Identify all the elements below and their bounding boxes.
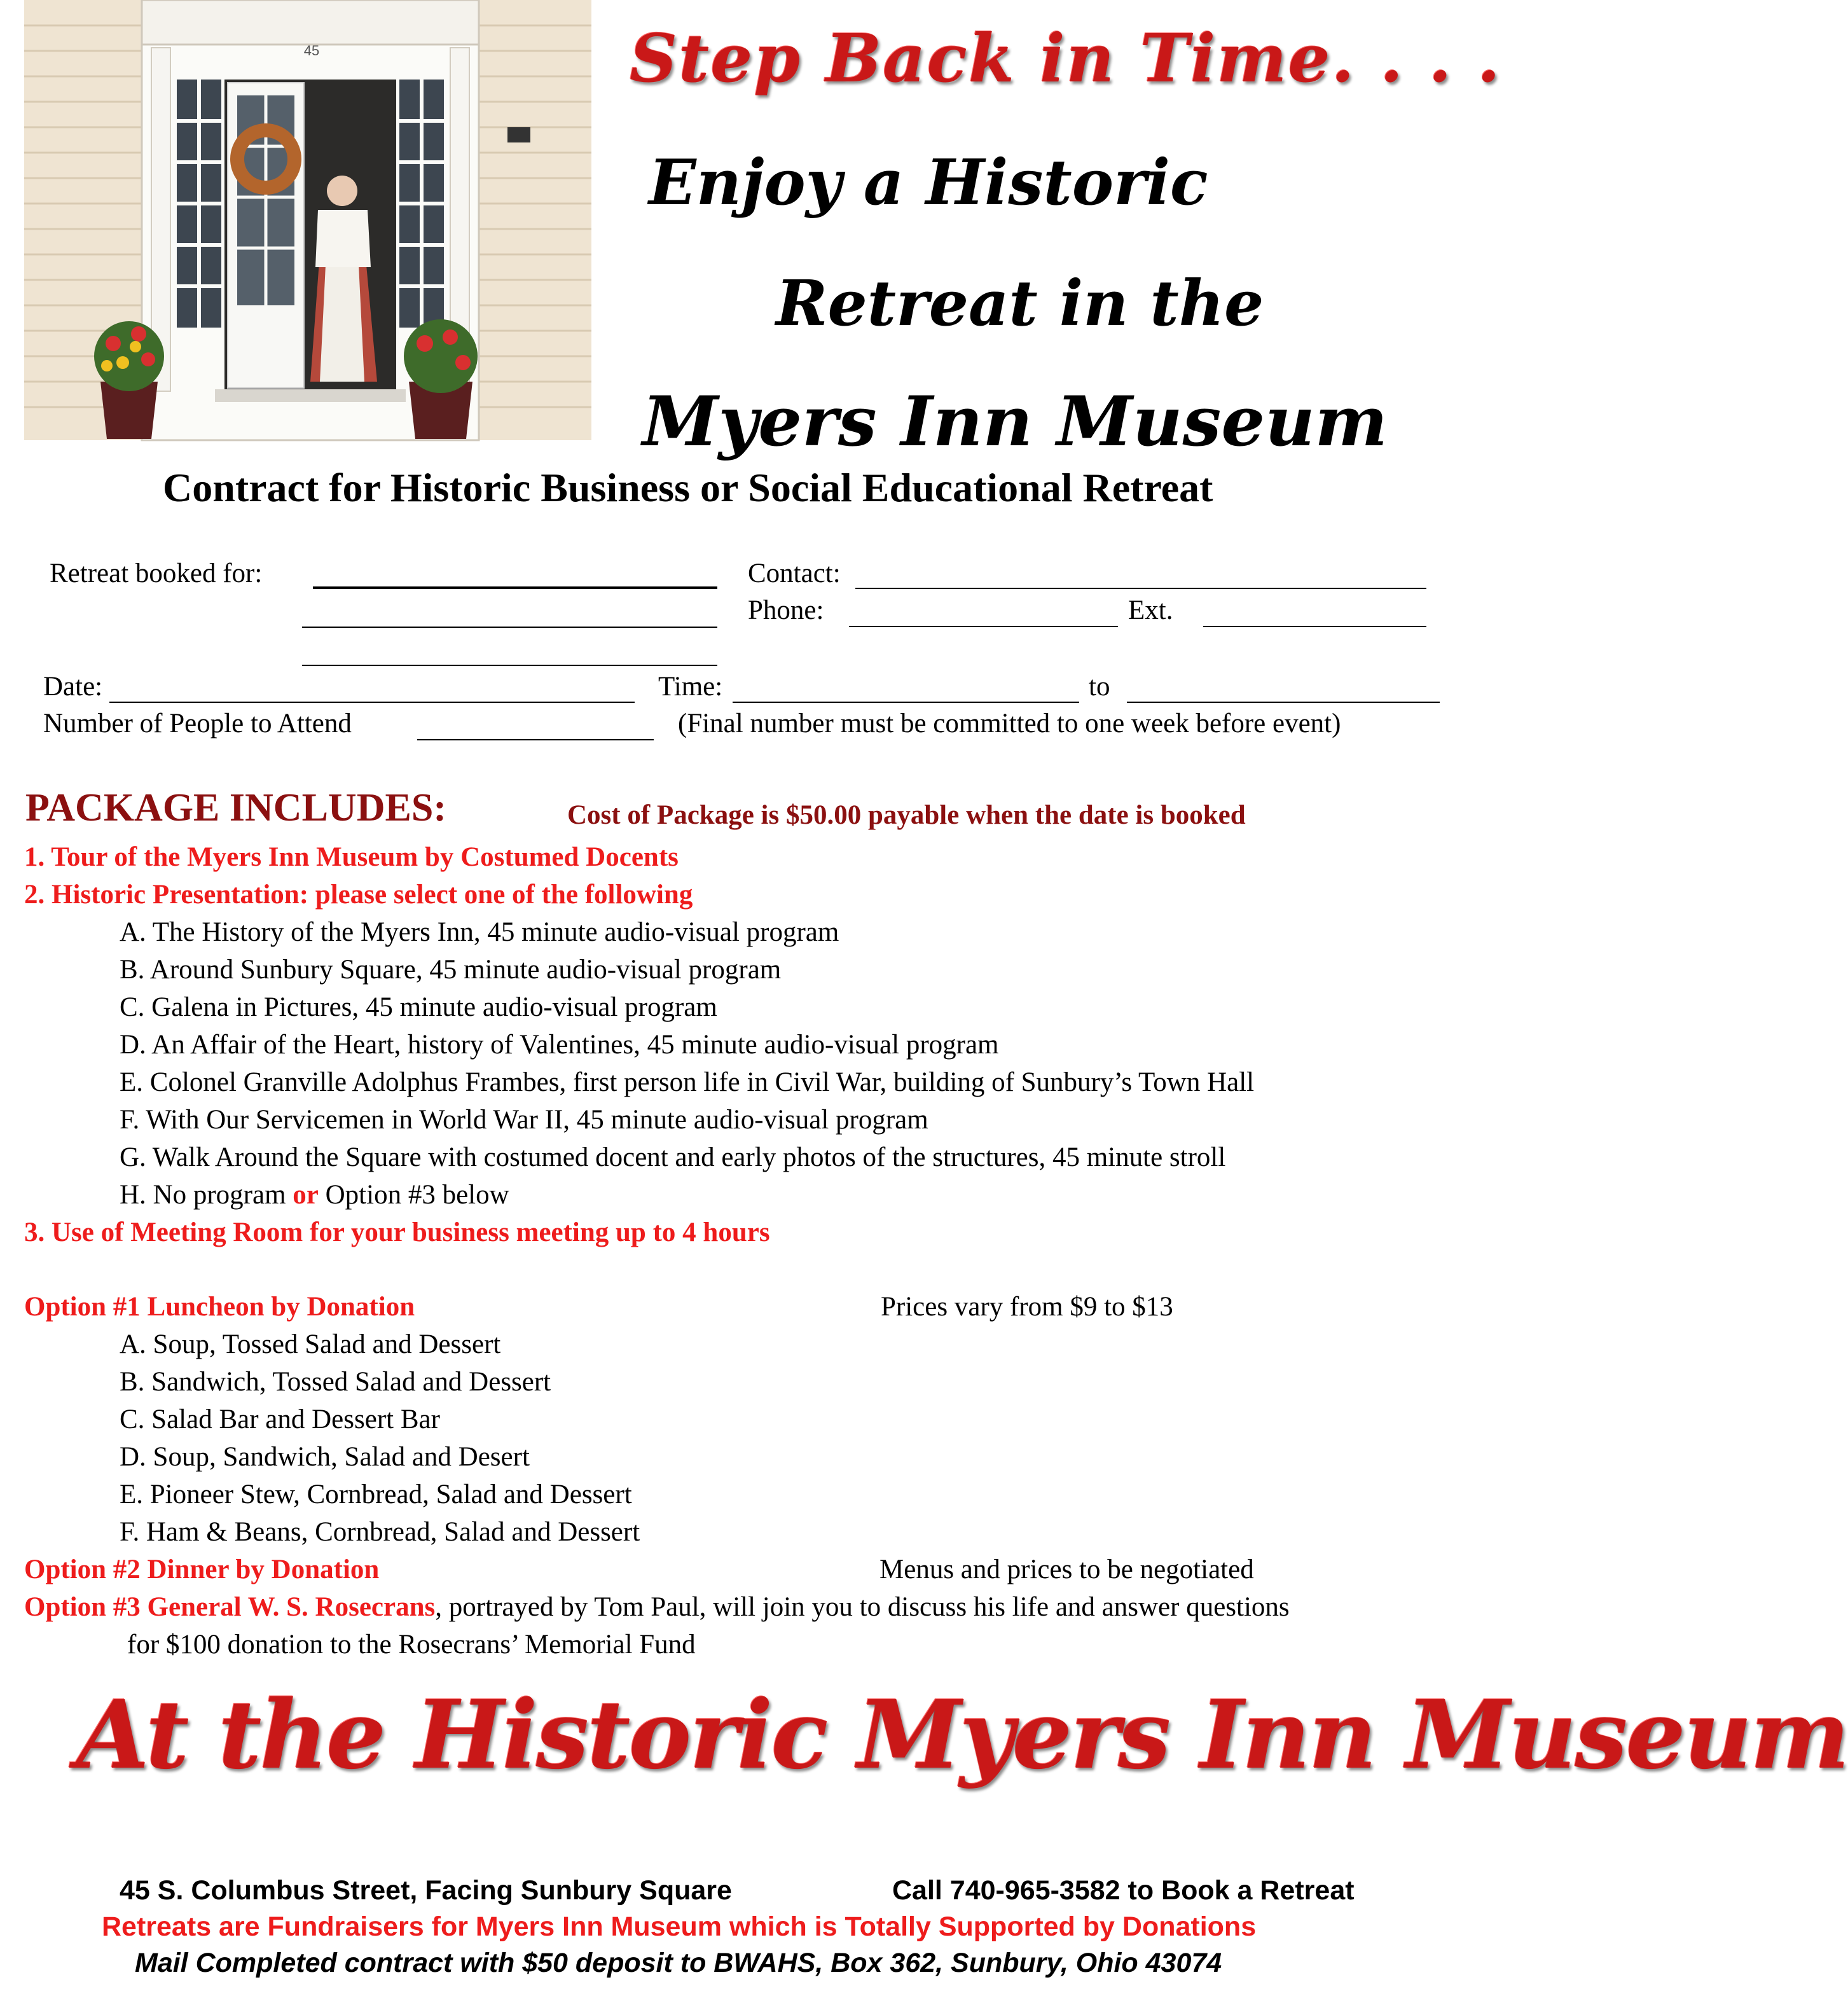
option-3-row xyxy=(24,1591,1290,1623)
footer-address: 45 S. Columbus Street, Facing Sunbury Square xyxy=(120,1875,732,1906)
time-row xyxy=(658,671,722,702)
footer-fundraiser: Retreats are Fundraisers for Myers Inn Museum which is Totally Supported by Donations xyxy=(102,1911,1257,1942)
presentation-option-e: E. Colonel Granville Adolphus Frambes, first person life in Civil War, building of Sunbury’s Town Hall xyxy=(120,1067,1255,1097)
presentation-option-d: D. An Affair of the Heart, history of Valentines, 45 minute audio-visual program xyxy=(120,1030,999,1060)
contact-label: Contact: xyxy=(748,558,841,588)
time-end-field[interactable] xyxy=(1127,702,1440,703)
ext-field[interactable] xyxy=(1203,626,1426,627)
house-number: 45 xyxy=(303,43,320,59)
contact-field[interactable] xyxy=(855,588,1426,589)
retreat-booked-for-field-1[interactable] xyxy=(313,586,717,589)
attend-row xyxy=(43,708,352,739)
package-item-meeting-room: 3. Use of Meeting Room for your business meeting up to 4 hours xyxy=(24,1217,770,1247)
date-field[interactable] xyxy=(109,702,635,703)
headline-line-2: Retreat in the xyxy=(776,267,1264,340)
entrance-photo xyxy=(24,0,591,440)
attend-label: Number of People to Attend xyxy=(43,709,352,738)
option-h-prefix: H. No program xyxy=(120,1180,293,1210)
package-cost: Cost of Package is $50.00 payable when the date is booked xyxy=(567,800,1246,830)
to-label: to xyxy=(1089,672,1110,702)
presentation-option-g: G. Walk Around the Square with costumed docent and early photos of the structures, 45 minute stroll xyxy=(120,1142,1226,1172)
contact-row xyxy=(748,558,841,589)
package-item-tour: 1. Tour of the Myers Inn Museum by Costumed Docents xyxy=(24,842,679,872)
doorway-illustration xyxy=(24,0,591,440)
presentation-option-a: A. The History of the Myers Inn, 45 minute audio-visual program xyxy=(120,917,839,947)
option-1-title: Option #1 Luncheon by Donation xyxy=(24,1292,415,1322)
phone-row xyxy=(748,595,824,626)
luncheon-option-d: D. Soup, Sandwich, Salad and Desert xyxy=(120,1442,530,1472)
at-the-historic-myers-inn-title: At the Historic Myers Inn Museum xyxy=(76,1679,1848,1790)
headline-line-1: Enjoy a Historic xyxy=(649,146,1208,219)
presentation-option-h xyxy=(120,1179,509,1210)
attend-field[interactable] xyxy=(417,739,654,740)
option-h-suffix: Option #3 below xyxy=(318,1180,509,1210)
option-3-text: , portrayed by Tom Paul, will join you to discuss his life and answer questions xyxy=(435,1592,1290,1622)
retreat-booked-for-field-2[interactable] xyxy=(302,627,717,628)
to-row xyxy=(1089,671,1110,702)
time-start-field[interactable] xyxy=(733,702,1079,703)
date-label: Date: xyxy=(43,672,103,702)
contract-subtitle: Contract for Historic Business or Social Educational Retreat xyxy=(163,465,1213,510)
retreat-booked-for-field-3[interactable] xyxy=(302,665,717,666)
presentation-option-f: F. With Our Servicemen in World War II, 45 minute audio-visual program xyxy=(120,1105,928,1135)
option-2-note: Menus and prices to be negotiated xyxy=(879,1555,1254,1584)
phone-field[interactable] xyxy=(849,626,1118,627)
luncheon-option-b: B. Sandwich, Tossed Salad and Dessert xyxy=(120,1367,551,1397)
option-3-title: Option #3 General W. S. Rosecrans xyxy=(24,1592,436,1622)
luncheon-option-c: C. Salad Bar and Dessert Bar xyxy=(120,1404,440,1434)
footer-call: Call 740-965-3582 to Book a Retreat xyxy=(892,1875,1355,1906)
time-label: Time: xyxy=(658,672,723,702)
option-1-price: Prices vary from $9 to $13 xyxy=(881,1292,1173,1322)
date-row xyxy=(43,671,102,702)
option-3-text-continued: for $100 donation to the Rosecrans’ Memorial Fund xyxy=(127,1630,696,1660)
step-back-in-time-title: Step Back in Time. . . . xyxy=(630,19,1502,97)
headline-line-3: Myers Inn Museum xyxy=(642,382,1388,462)
luncheon-option-e: E. Pioneer Stew, Cornbread, Salad and Dessert xyxy=(120,1480,632,1509)
presentation-option-b: B. Around Sunbury Square, 45 minute audio-visual program xyxy=(120,955,782,985)
retreat-booked-for-row xyxy=(50,558,262,589)
package-item-presentation: 2. Historic Presentation: please select one of the following xyxy=(24,880,693,910)
option-h-or: or xyxy=(293,1180,319,1210)
phone-label: Phone: xyxy=(748,595,824,625)
presentation-option-c: C. Galena in Pictures, 45 minute audio-visual program xyxy=(120,992,717,1022)
option-2-title: Option #2 Dinner by Donation xyxy=(24,1555,380,1584)
luncheon-option-a: A. Soup, Tossed Salad and Dessert xyxy=(120,1329,501,1359)
final-number-note: (Final number must be committed to one week before event) xyxy=(678,709,1341,738)
ext-row xyxy=(1128,595,1173,626)
footer-mail-instructions: Mail Completed contract with $50 deposit to BWAHS, Box 362, Sunbury, Ohio 43074 xyxy=(135,1948,1222,1978)
retreat-booked-for-label: Retreat booked for: xyxy=(50,558,263,588)
package-heading: PACKAGE INCLUDES: xyxy=(25,786,446,829)
ext-label: Ext. xyxy=(1128,595,1173,625)
luncheon-option-f: F. Ham & Beans, Cornbread, Salad and Dessert xyxy=(120,1517,640,1547)
